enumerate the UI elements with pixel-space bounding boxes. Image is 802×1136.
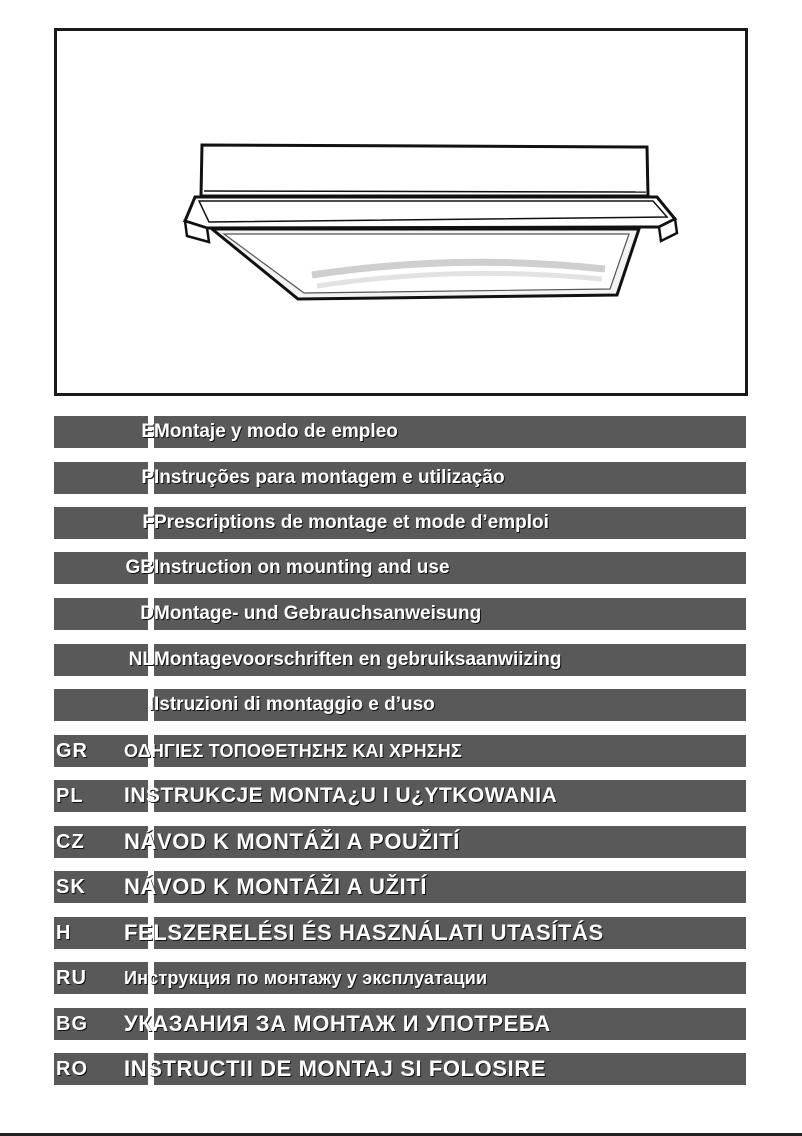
language-code: CZ xyxy=(56,831,85,853)
language-code: GB xyxy=(125,557,154,578)
language-band-ro xyxy=(54,1053,746,1085)
language-title: INSTRUKCJE MONTA¿U I U¿YTKOWANIA xyxy=(124,784,558,807)
language-code: F xyxy=(142,512,154,533)
language-band-sk xyxy=(54,871,746,903)
cooker-hood-drawing xyxy=(57,31,745,393)
language-code: H xyxy=(56,922,72,944)
language-title: NÁVOD K MONTÁŽI A POUŽITÍ xyxy=(124,829,461,854)
language-code: GR xyxy=(56,740,88,762)
language-band-d xyxy=(54,598,746,630)
language-band-h xyxy=(54,917,746,949)
language-band-p xyxy=(54,462,746,494)
language-title: INSTRUCTII DE MONTAJ SI FOLOSIRE xyxy=(124,1056,547,1081)
language-band-bg xyxy=(54,1008,746,1040)
language-band-pl xyxy=(54,780,746,812)
language-title: Montage- und Gebrauchsanweisung xyxy=(154,603,482,624)
language-title: Montaje y modo de empleo xyxy=(154,421,398,442)
language-title: NÁVOD K MONTÁŽI A UŽITÍ xyxy=(124,874,428,899)
language-code: E xyxy=(141,421,154,442)
language-code: NL xyxy=(128,649,154,670)
language-band-ru xyxy=(54,962,746,994)
language-code: PL xyxy=(56,785,84,807)
language-title: Инструкция по монтажу у эксплуатации xyxy=(124,968,488,988)
language-code: SK xyxy=(56,876,86,898)
language-code: D xyxy=(140,603,154,624)
language-band-nl xyxy=(54,644,746,676)
language-band-f xyxy=(54,507,746,539)
language-code: BG xyxy=(56,1013,88,1035)
language-band-i xyxy=(54,689,746,721)
language-code: P xyxy=(141,467,154,488)
language-title: FELSZERELÉSI ÉS HASZNÁLATI UTASÍTÁS xyxy=(124,920,604,945)
language-code: RO xyxy=(56,1058,88,1080)
language-code: RU xyxy=(56,967,87,989)
language-title: Istruzioni di montaggio e d’uso xyxy=(154,694,435,715)
language-title: УКАЗАНИЯ ЗА МОНТАЖ И УПОТРЕБА xyxy=(124,1011,551,1036)
language-title: Instruções para montagem e utilização xyxy=(154,467,505,488)
language-title: Instruction on mounting and use xyxy=(154,557,450,578)
product-illustration-frame xyxy=(54,28,748,396)
language-band-cz xyxy=(54,826,746,858)
language-band-gr xyxy=(54,735,746,767)
language-title: ΟΔΗΓΙΕΣ ΤΟΠΟΘΕΤΗΣΗΣ ΚΑΙ ΧΡΗΣΗΣ xyxy=(124,741,462,761)
language-title: Prescriptions de montage et mode d’emploi xyxy=(154,512,549,533)
language-band-gb xyxy=(54,552,746,584)
language-title: Montagevoorschriften en gebruiksaanwiizing xyxy=(154,649,562,670)
language-band-e xyxy=(54,416,746,448)
language-code: I xyxy=(148,694,154,715)
